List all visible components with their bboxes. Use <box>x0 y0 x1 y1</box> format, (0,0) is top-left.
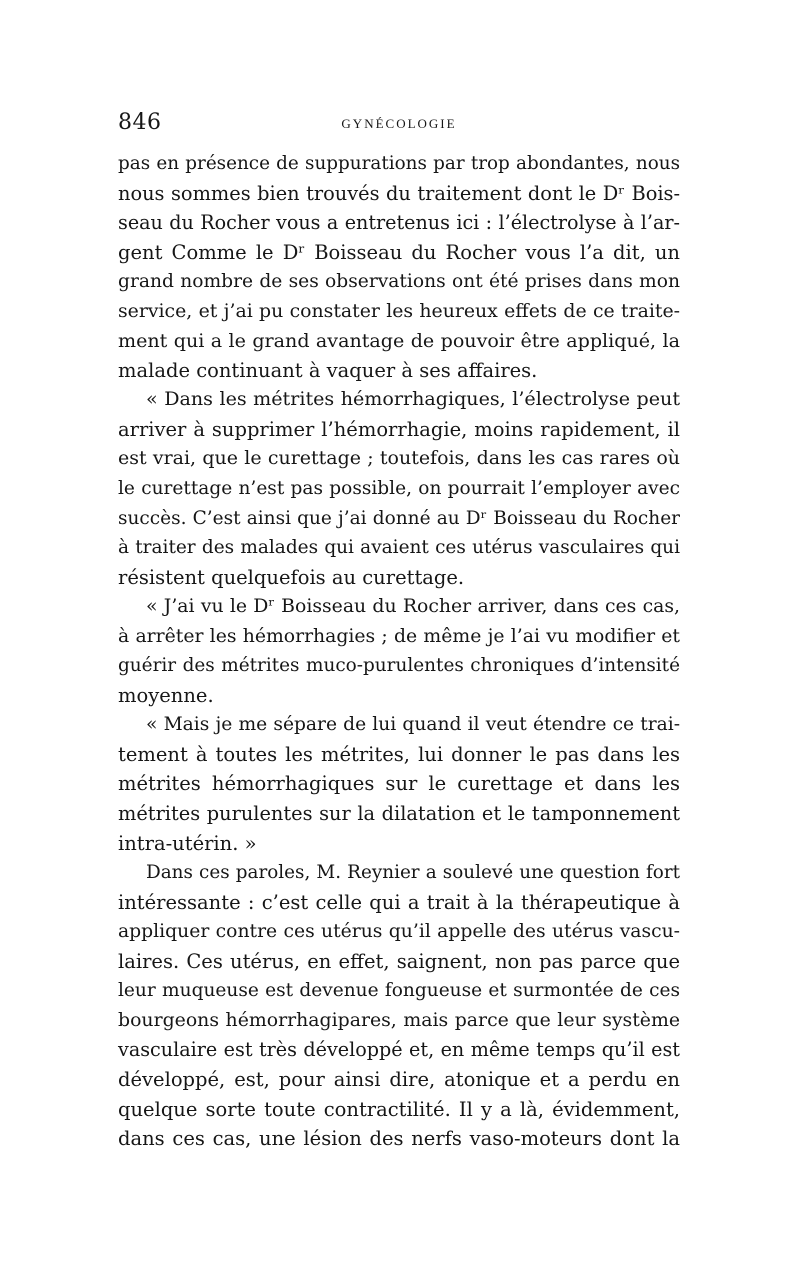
running-title: GYNÉCOLOGIE <box>341 116 457 131</box>
text-line: intra-utérin. » <box>118 831 257 855</box>
text-line: intéressante : c’est celle qui a trait à la thérapeutique à <box>118 890 680 914</box>
text-line: ment qui a le grand avantage de pouvoir être appliqué, la <box>118 329 680 353</box>
text-line: vasculaire est très développé et, en même temps qu’il est <box>118 1038 680 1062</box>
text-line: seau du Rocher vous a entretenus ici : l’électrolyse à l’ar- <box>118 211 680 235</box>
text-line: développé, est, pour ainsi dire, atonique et a perdu en <box>118 1067 680 1091</box>
text-line: « Mais je me sépare de lui quand il veut étendre ce trai- <box>146 714 680 736</box>
page-header <box>118 110 680 142</box>
text-line: métrites purulentes sur la dilatation et le tamponnement <box>118 802 680 826</box>
text-line: quelque sorte toute contractilité. Il y a là, évidemment, <box>118 1097 680 1121</box>
text-line: Dans ces paroles, M. Reynier a soulevé une question fort <box>146 862 680 884</box>
text-line: « Dans les métrites hémorrhagiques, l’électrolyse peut <box>146 388 680 411</box>
text-line: pas en présence de suppurations par trop abondantes, nous <box>118 153 680 174</box>
text-line: est vrai, que le curettage ; toutefois, dans les cas rares où <box>118 447 680 470</box>
page-number: 846 <box>118 110 162 135</box>
text-line: service, et j’ai pu constater les heureux effets de ce traite- <box>118 299 680 322</box>
text-line: guérir des métrites muco-purulentes chroniques d’intensité <box>118 655 680 677</box>
text-line: « J’ai vu le Dʳ Boisseau du Rocher arriver, dans ces cas, <box>146 596 680 618</box>
text-line: leur muqueuse est devenue fongueuse et surmontée de ces <box>118 980 680 1002</box>
text-line: arriver à supprimer l’hémorrhagie, moins rapidement, il <box>118 417 680 441</box>
body-text <box>118 149 680 1154</box>
text-line: appliquer contre ces utérus qu’il appelle des utérus vascu- <box>118 921 680 943</box>
text-line: laires. Ces utérus, en effet, saignent, non pas parce que <box>118 949 680 973</box>
text-line: dans ces cas, une lésion des nerfs vaso-moteurs dont la <box>118 1127 680 1151</box>
text-line: à arrêter les hémorrhagies ; de même je l’ai vu modifier et <box>118 625 680 647</box>
text-line: bourgeons hémorrhagipares, mais parce que leur système <box>118 1008 680 1031</box>
text-line: malade continuant à vaquer à ses affaires. <box>118 358 538 382</box>
text-line: résistent quelquefois au curettage. <box>118 565 465 589</box>
text-line: nous sommes bien trouvés du traitement dont le Dʳ Bois- <box>118 181 680 205</box>
text-line: le curettage n’est pas possible, on pourrait l’employer avec <box>118 478 680 500</box>
text-line: grand nombre de ses observations ont été prises dans mon <box>118 271 680 293</box>
text-line: gent Comme le Dʳ Boisseau du Rocher vous l’a dit, un <box>118 240 680 264</box>
text-line: tement à toutes les métrites, lui donner le pas dans les <box>118 742 680 766</box>
text-line: métrites hémorrhagiques sur le curettage et dans les <box>118 772 680 796</box>
text-line: à traiter des malades qui avaient ces utérus vasculaires qui <box>118 537 680 559</box>
text-line: succès. C’est ainsi que j’ai donné au Dʳ Boisseau du Rocher <box>118 507 680 529</box>
text-line: moyenne. <box>118 683 214 707</box>
